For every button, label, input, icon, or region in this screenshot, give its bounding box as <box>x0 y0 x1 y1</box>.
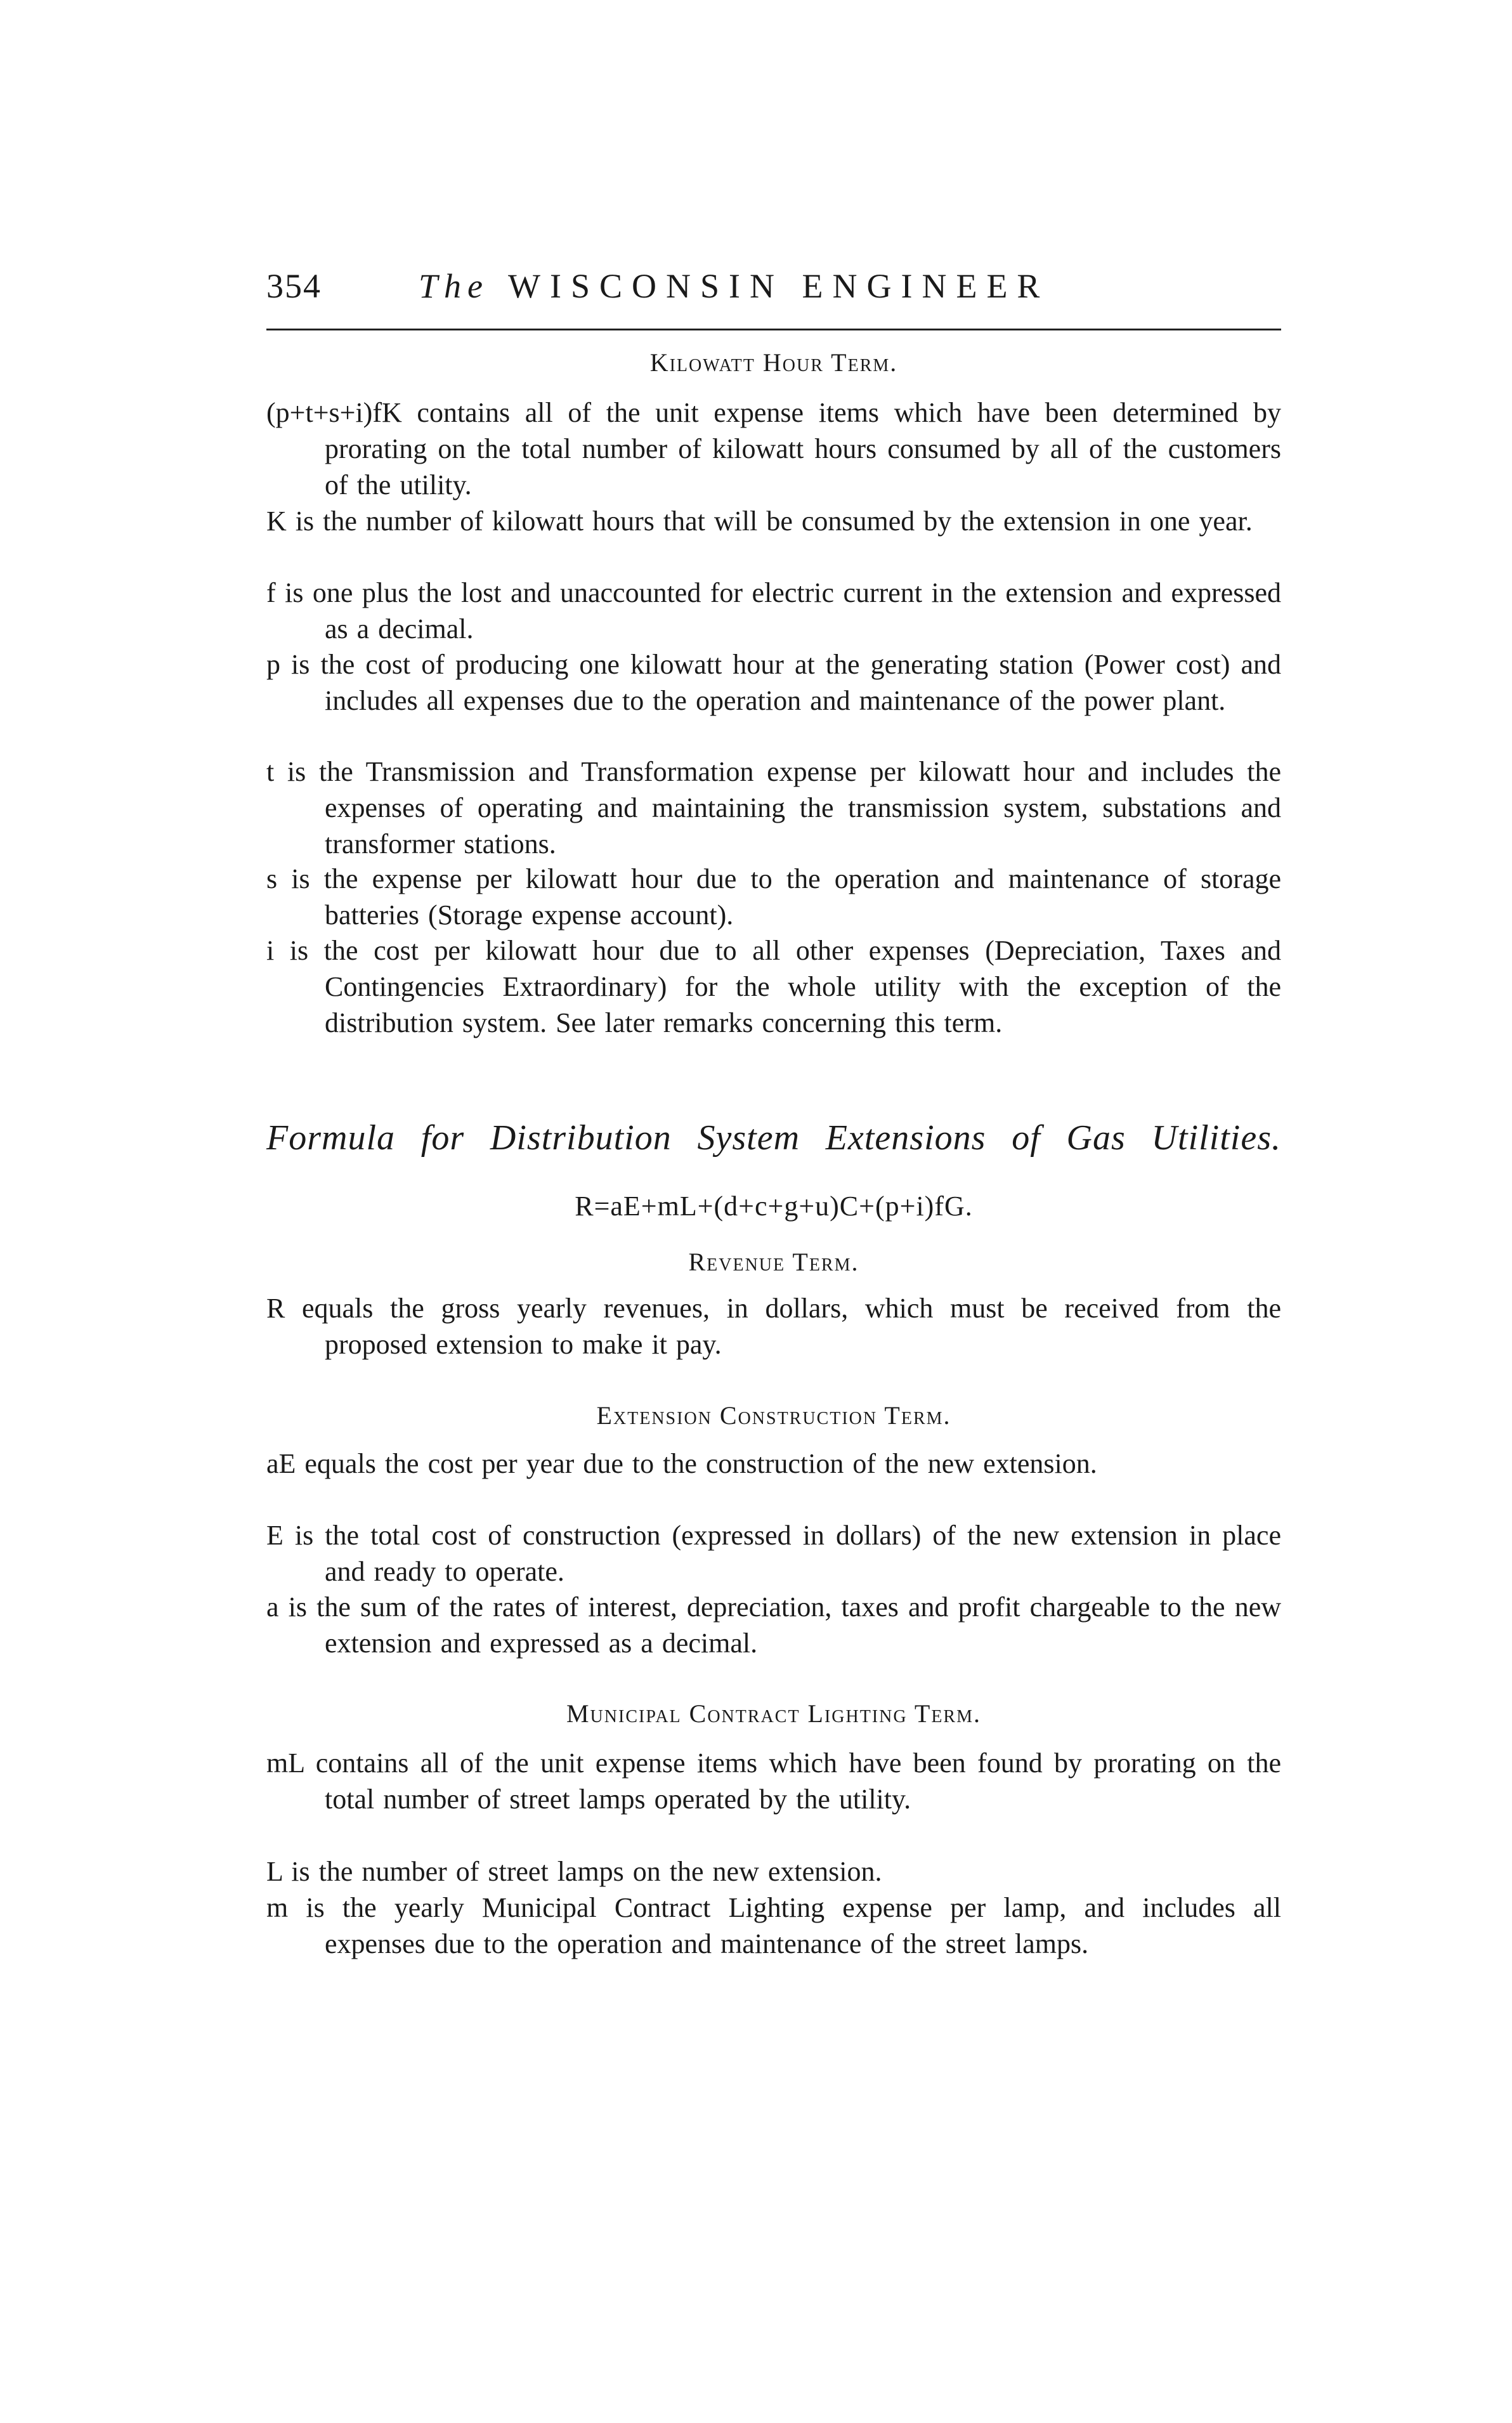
definition-l: L is the number of street lamps on the new extension. <box>266 1856 882 1887</box>
definition-r: R equals the gross yearly revenues, in dollars, which must be received from the proposed extension to make it pay. <box>266 1293 1281 1360</box>
definition-p: p is the cost of producing one kilowatt hour at the generating station (Power cost) and includes all expenses due to the operation and maintenance of the power plant. <box>266 649 1281 716</box>
definition-a: a is the sum of the rates of interest, depreciation, taxes and profit chargeable to the new extension and expressed as a decimal. <box>266 1591 1281 1659</box>
journal-title-the: The <box>419 267 489 305</box>
definition-pts-ifk: (p+t+s+i)fK contains all of the unit expense items which have been determined by prorating on the total number of kilowatt hours consumed by all of the customers of the utility. <box>266 397 1281 500</box>
definition-ae: aE equals the cost per year due to the construction of the new extension. <box>266 1448 1097 1479</box>
journal-title <box>419 266 1049 306</box>
page-number: 354 <box>266 267 322 305</box>
municipal-lighting-heading: Municipal Contract Lighting Term. <box>566 1699 981 1728</box>
gas-formula: R=aE+mL+(d+c+g+u)C+(p+i)fG. <box>575 1191 973 1222</box>
definition-i: i is the cost per kilowatt hour due to all other expenses (Depreciation, Taxes and Contingencies Extraordinary) for the whole utility with the exception of the distribution system. See later remarks concerning this term. <box>266 935 1281 1038</box>
definition-ml: mL contains all of the unit expense items which have been found by prorating on the total number of street lamps operated by the utility. <box>266 1747 1281 1815</box>
kilowatt-hour-heading: Kilowatt Hour Term. <box>649 348 898 377</box>
extension-construction-heading: Extension Construction Term. <box>596 1401 951 1430</box>
definition-e: E is the total cost of construction (expressed in dollars) of the new extension in place and ready to operate. <box>266 1520 1281 1587</box>
running-head <box>266 266 1281 317</box>
gas-formula-title: Formula for Distribution System Extensions of Gas Utilities. <box>266 1118 1281 1158</box>
definition-m: m is the yearly Municipal Contract Lighting expense per lamp, and includes all expenses due to the operation and maintenance of the street lamps. <box>266 1892 1281 1959</box>
definition-t: t is the Transmission and Transformation expense per kilowatt hour and includes the expenses of operating and maintaining the transmission system, substations and transformer stations. <box>266 756 1281 859</box>
definition-f: f is one plus the lost and unaccounted for electric current in the extension and expressed as a decimal. <box>266 577 1281 644</box>
revenue-heading: Revenue Term. <box>688 1248 859 1276</box>
header-rule <box>266 329 1281 330</box>
definition-s: s is the expense per kilowatt hour due to the operation and maintenance of storage batteries (Storage expense account). <box>266 863 1281 931</box>
definition-k: K is the number of kilowatt hours that will be consumed by the extension in one year. <box>266 506 1253 537</box>
journal-title-main: WISCONSIN ENGINEER <box>508 267 1050 305</box>
